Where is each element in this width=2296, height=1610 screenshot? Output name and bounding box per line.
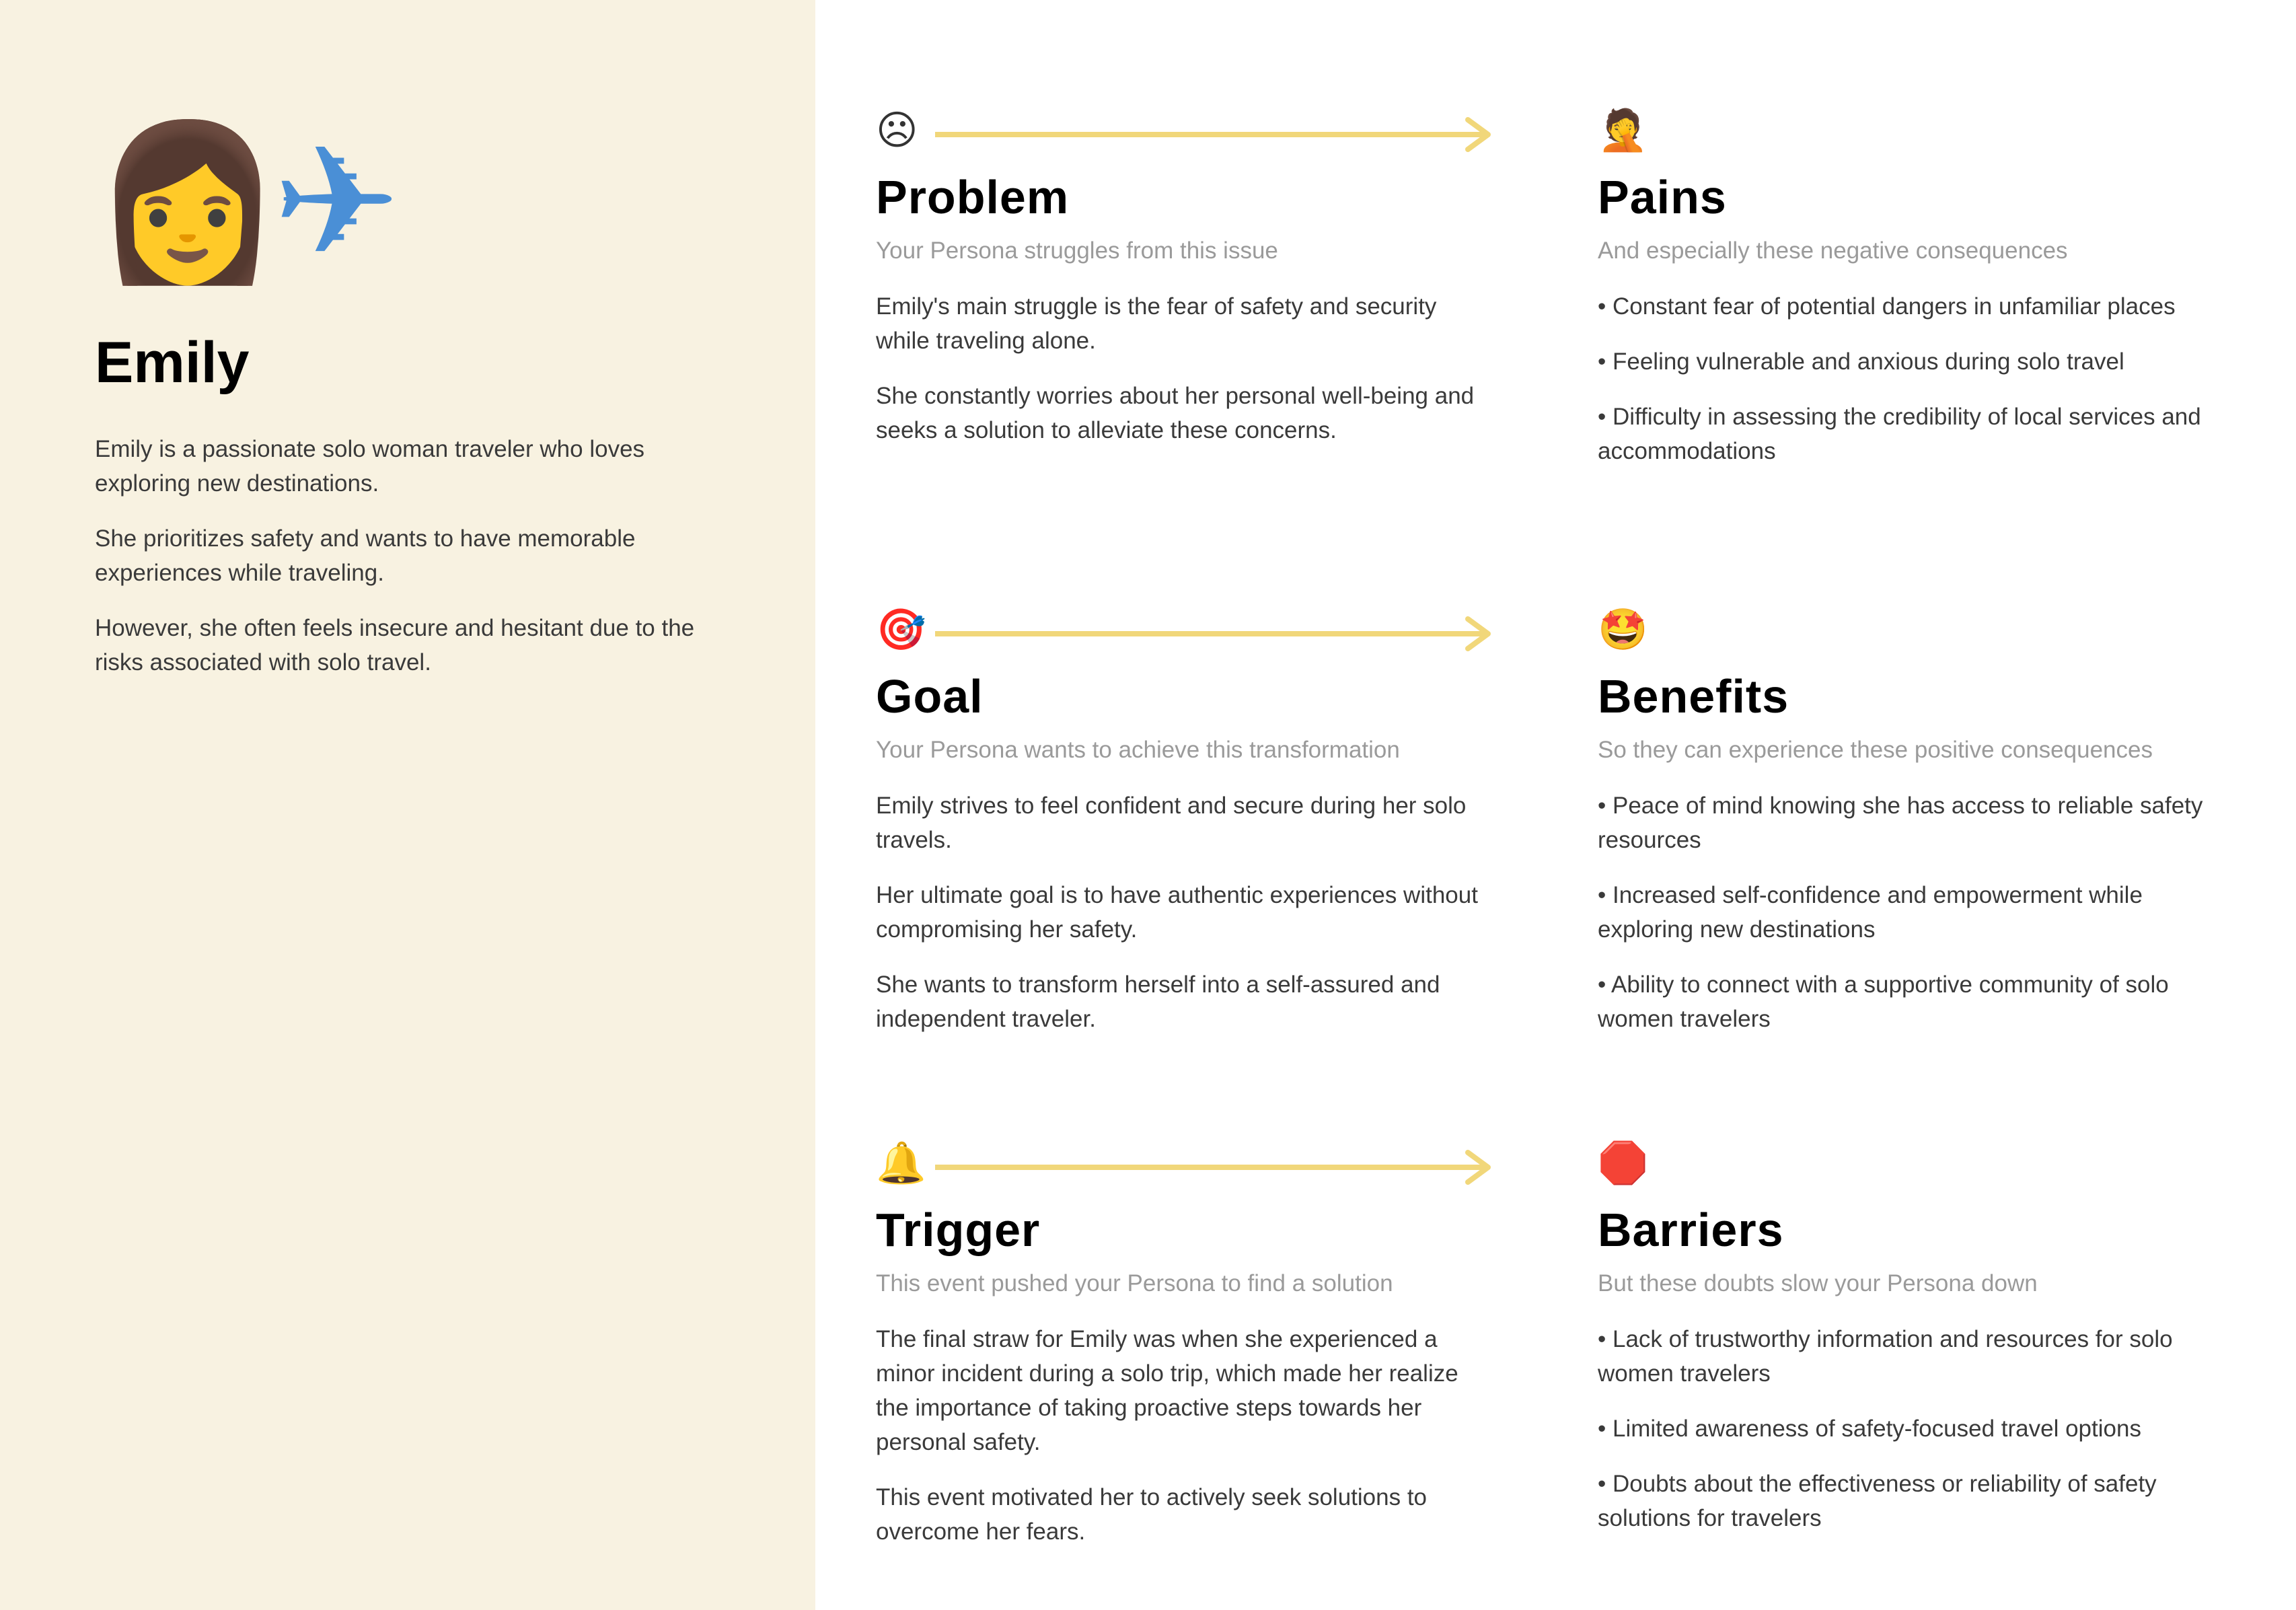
pains-body [1598, 289, 2230, 489]
persona-description-paragraph: Emily is a passionate solo woman traveler who loves exploring new destinations. [95, 436, 645, 497]
benefits-body [1598, 789, 2230, 1057]
facepalm-icon: 🤦 [1598, 107, 1648, 154]
target-icon: 🎯 [876, 606, 926, 653]
pains-title: Pains [1598, 171, 1727, 223]
pains-item: • Difficulty in assessing the credibility of local services and accommodations [1598, 404, 2201, 464]
persona-description-paragraph: However, she often feels insecure and hesitant due to the risks associated with solo travel. [95, 615, 695, 675]
trigger-paragraph: This event motivated her to actively seek solutions to overcome her fears. [876, 1484, 1428, 1545]
persona-description [95, 432, 734, 700]
barriers-item: • Doubts about the effectiveness or reliability of safety solutions for travelers [1598, 1471, 2157, 1531]
trigger-subtitle: This event pushed your Persona to find a solution [876, 1270, 1393, 1296]
stop-sign-icon: 🛑 [1598, 1140, 1648, 1187]
goal-paragraph: Her ultimate goal is to have authentic experiences without compromising her safety. [876, 882, 1478, 943]
problem-title: Problem [876, 171, 1070, 223]
star-struck-icon: 🤩 [1598, 606, 1648, 653]
persona-description-paragraph: She prioritizes safety and wants to have memorable experiences while traveling. [95, 525, 636, 586]
problem-paragraph: Emily's main struggle is the fear of safety and security while traveling alone. [876, 293, 1437, 354]
barriers-subtitle: But these doubts slow your Persona down [1598, 1270, 2038, 1296]
problem-body [876, 289, 1481, 468]
barriers-body [1598, 1322, 2230, 1556]
trigger-body [876, 1322, 1481, 1570]
trigger-title: Trigger [876, 1204, 1041, 1256]
barriers-item: • Lack of trustworthy information and resources for solo women travelers [1598, 1326, 2173, 1387]
pains-item: • Feeling vulnerable and anxious during solo travel [1598, 349, 2124, 375]
goal-paragraph: Emily strives to feel confident and secure during her solo travels. [876, 793, 1467, 853]
arrow-right-icon [935, 114, 1493, 155]
benefits-item: • Peace of mind knowing she has access to reliable safety resources [1598, 793, 2203, 853]
frowning-face-icon: ☹ [876, 107, 918, 154]
goal-subtitle: Your Persona wants to achieve this transformation [876, 737, 1400, 763]
goal-title: Goal [876, 670, 984, 723]
barriers-title: Barriers [1598, 1204, 1784, 1256]
barriers-item: • Limited awareness of safety-focused travel options [1598, 1416, 2141, 1442]
arrow-right-icon [935, 614, 1493, 654]
persona-panel [0, 0, 815, 1610]
arrow-right-icon [935, 1147, 1493, 1187]
airplane-icon: ✈ [272, 114, 400, 291]
benefits-subtitle: So they can experience these positive consequences [1598, 737, 2153, 763]
goal-paragraph: She wants to transform herself into a self-assured and independent traveler. [876, 972, 1440, 1032]
pains-subtitle: And especially these negative consequences [1598, 237, 2068, 264]
trigger-paragraph: The final straw for Emily was when she experienced a minor incident during a solo trip, which made her realize the importance of taking proactive steps towards her personal safety. [876, 1326, 1458, 1455]
benefits-item: • Ability to connect with a supportive community of solo women travelers [1598, 972, 2169, 1032]
problem-paragraph: She constantly worries about her personal well-being and seeks a solution to alleviate these concerns. [876, 383, 1475, 443]
problem-subtitle: Your Persona struggles from this issue [876, 237, 1278, 264]
goal-body [876, 789, 1481, 1057]
pains-item: • Constant fear of potential dangers in unfamiliar places [1598, 293, 2176, 320]
persona-emoji [93, 114, 400, 291]
woman-icon: 👩 [93, 114, 283, 291]
bell-icon: 🔔 [876, 1140, 926, 1187]
benefits-title: Benefits [1598, 670, 1789, 723]
persona-name: Emily [95, 330, 250, 395]
benefits-item: • Increased self-confidence and empowerment while exploring new destinations [1598, 882, 2143, 943]
